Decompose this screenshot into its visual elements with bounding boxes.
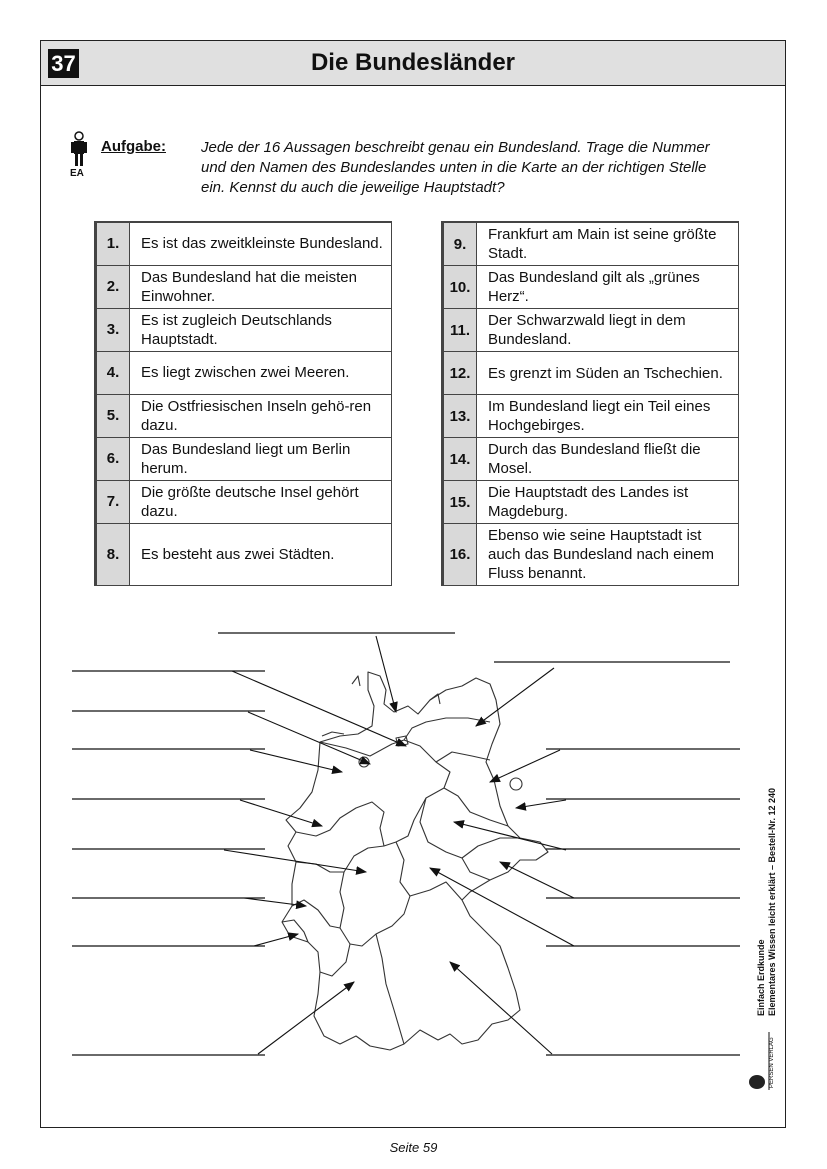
statement-number: 15. bbox=[443, 481, 477, 524]
verlag-tree-logo bbox=[745, 1030, 779, 1094]
statement-number: 1. bbox=[96, 222, 130, 265]
pointer-arrows bbox=[224, 636, 574, 1054]
statement-text: Die Ostfriesischen Inseln gehö-ren dazu. bbox=[130, 394, 392, 437]
statement-number: 16. bbox=[443, 524, 477, 586]
publisher-sidebar bbox=[756, 716, 778, 1016]
statement-text: Es besteht aus zwei Städten. bbox=[130, 523, 392, 585]
statement-text: Das Bundesland gilt als „grünes Herz“. bbox=[477, 266, 739, 309]
statement-number: 9. bbox=[443, 222, 477, 266]
statement-number: 11. bbox=[443, 309, 477, 352]
svg-text:PERSEN VERLAG: PERSEN VERLAG bbox=[769, 1037, 775, 1088]
series-title: Einfach Erdkunde bbox=[756, 939, 766, 1016]
statement-number: 2. bbox=[96, 265, 130, 308]
task-label: Aufgabe: bbox=[101, 138, 166, 155]
statement-text: Es liegt zwischen zwei Meeren. bbox=[130, 351, 392, 394]
statement-number: 8. bbox=[96, 523, 130, 585]
statement-number: 4. bbox=[96, 351, 130, 394]
statement-text: Das Bundesland liegt um Berlin herum. bbox=[130, 437, 392, 480]
statement-number: 12. bbox=[443, 352, 477, 395]
statement-text: Die Hauptstadt des Landes ist Magdeburg. bbox=[477, 481, 739, 524]
statement-text: Frankfurt am Main ist seine größte Stadt. bbox=[477, 222, 739, 266]
task-type-badge: EA bbox=[70, 168, 84, 179]
state-borders bbox=[282, 672, 548, 1050]
page-number: Seite 59 bbox=[389, 1140, 438, 1155]
statement-text: Ebenso wie seine Hauptstadt ist auch das Bundesland nach einem Fluss benannt. bbox=[477, 524, 739, 586]
worksheet-number: 37 bbox=[48, 49, 79, 78]
statement-number: 14. bbox=[443, 438, 477, 481]
answer-lines bbox=[72, 633, 740, 1055]
statement-number: 13. bbox=[443, 395, 477, 438]
statement-text: Der Schwarzwald liegt in dem Bundesland. bbox=[477, 309, 739, 352]
statement-text: Es ist das zweitkleinste Bundesland. bbox=[130, 222, 392, 265]
statement-number: 5. bbox=[96, 394, 130, 437]
series-subtitle: Elementares Wissen leicht erklärt – Bestell-Nr. 12 240 bbox=[767, 787, 777, 1016]
statement-text: Im Bundesland liegt ein Teil eines Hochgebirges. bbox=[477, 395, 739, 438]
statement-text: Durch das Bundesland fließt die Mosel. bbox=[477, 438, 739, 481]
page-title: Die Bundesländer bbox=[310, 49, 516, 76]
statement-number: 7. bbox=[96, 480, 130, 523]
task-instructions: Jede der 16 Aussagen beschreibt genau ein Bundesland. Trage die Nummer und den Namen des Bundeslandes unten in die Karte an der richtigen Stelle ein. Kennst du auch die jeweilige Hauptstadt? bbox=[201, 139, 710, 196]
statement-number: 3. bbox=[96, 308, 130, 351]
statement-text: Die größte deutsche Insel gehört dazu. bbox=[130, 480, 392, 523]
statement-text: Das Bundesland hat die meisten Einwohner. bbox=[130, 265, 392, 308]
statement-text: Es grenzt im Süden an Tschechien. bbox=[477, 352, 739, 395]
statement-text: Es ist zugleich Deutschlands Hauptstadt. bbox=[130, 308, 392, 351]
statement-number: 6. bbox=[96, 437, 130, 480]
statement-number: 10. bbox=[443, 266, 477, 309]
